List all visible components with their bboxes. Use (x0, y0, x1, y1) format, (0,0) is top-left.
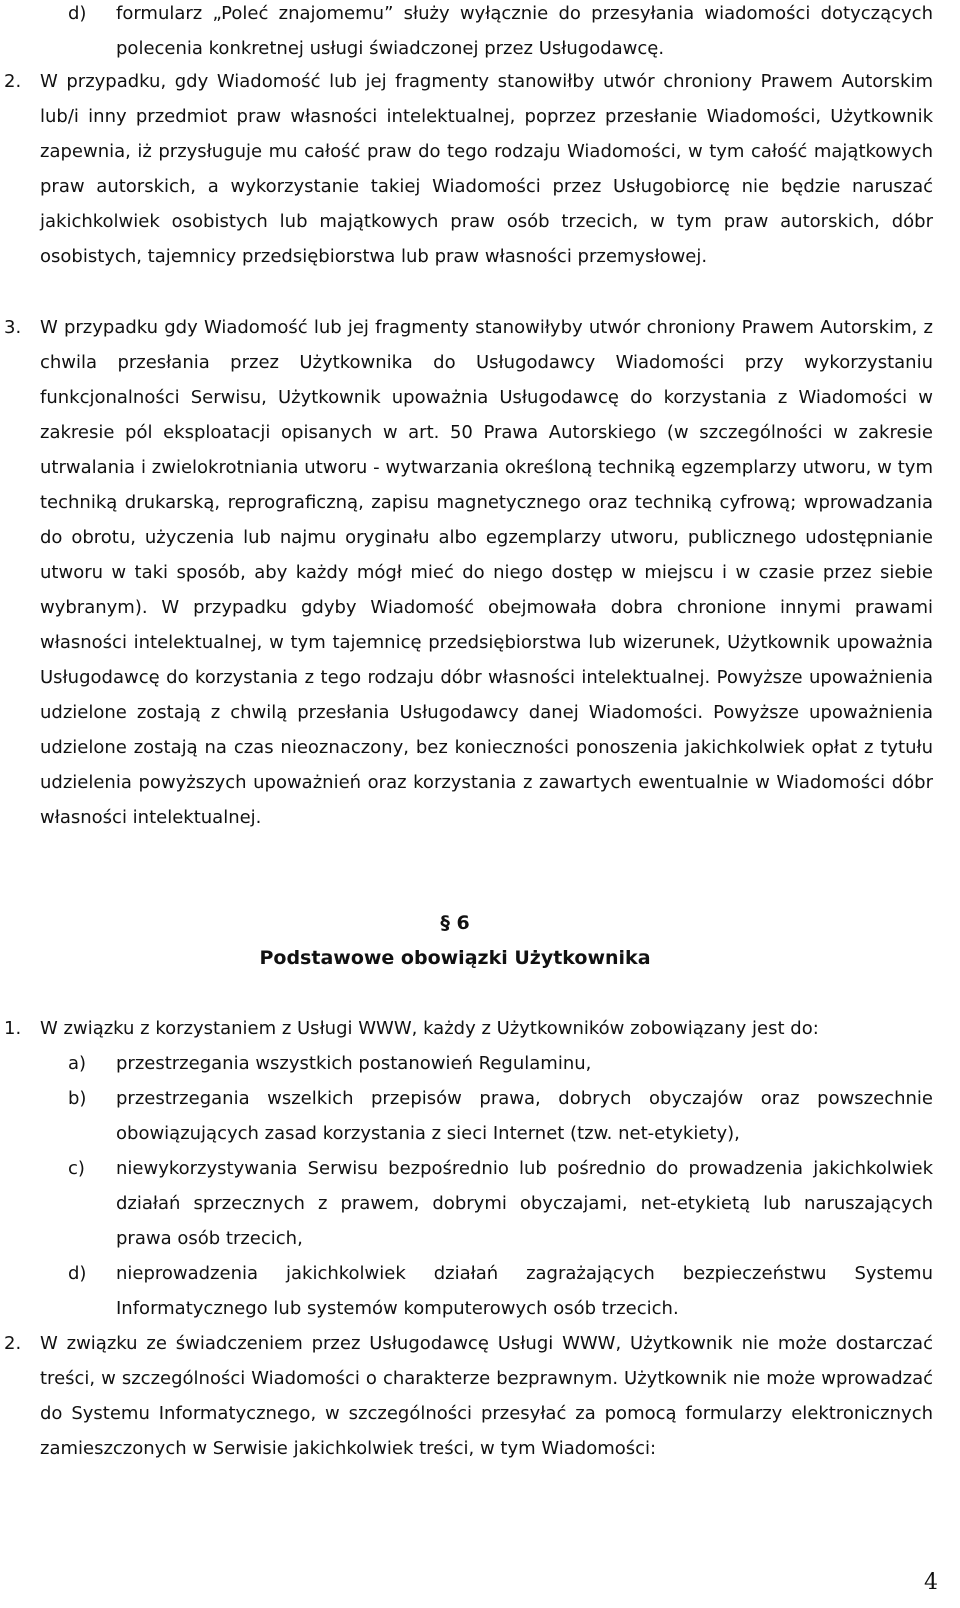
section-number: § 6 (440, 912, 470, 934)
item-text: W związku ze świadczeniem przez Usługodawcę Usługi WWW, Użytkownik nie może dostarczać treści, w szczególności Wiadomości o charakterze bezprawnym. Użytkownik nie może wprowadzać do Systemu Informatycznego, w szczególności przesyłać za pomocą formularzy elektronicznych zamieszczonych w Serwisie jakichkolwiek treści, w tym Wiadomości: (40, 1333, 933, 1459)
subitem-label: b) (68, 1088, 87, 1109)
subitem-text: niewykorzystywania Serwisu bezpośrednio lub pośrednio do prowadzenia jakichkolwiek działań sprzecznych z prawem, dobrymi obyczajami, net-etykietą lub naruszających prawa osób trzecich, (116, 1158, 933, 1249)
subitem-label: d) (68, 1263, 87, 1284)
subitem-text: nieprowadzenia jakichkolwiek działań zagrażających bezpieczeństwu Systemu Informatycznego lub systemów komputerowych osób trzecich. (116, 1263, 933, 1319)
item-number: 3. (4, 317, 22, 338)
item-text: W przypadku, gdy Wiadomość lub jej fragmenty stanowiłby utwór chroniony Prawem Autorskim lub/i inny przedmiot praw własności intelektualnej, poprzez przesłanie Wiadomości, Użytkownik zapewnia, iż przysługuje mu całość praw do tego rodzaju Wiadomości, w tym całość majątkowych praw autorskich, a wykorzystanie takiej Wiadomości przez Usługobiorcę nie będzie naruszać jakichkolwiek osobistych lub majątkowych praw osób trzecich, w tym praw autorskich, dóbr osobistych, tajemnicy przedsiębiorstwa lub praw własności przemysłowej. (40, 71, 933, 267)
item-label: d) (68, 3, 87, 24)
item-number: 1. (4, 1018, 22, 1039)
subitem-text: przestrzegania wszystkich postanowień Regulaminu, (116, 1053, 592, 1074)
section-title: Podstawowe obowiązki Użytkownika (259, 947, 651, 969)
item-text: W przypadku gdy Wiadomość lub jej fragmenty stanowiłyby utwór chroniony Prawem Autorskim, z chwila przesłania przez Użytkownika do Usługodawcy Wiadomości przy wykorzystaniu funkcjonalności Serwisu, Użytkownik upoważnia Usługodawcę do korzystania z Wiadomości w zakresie pól eksploatacji opisanych w art. 50 Prawa Autorskiego (w szczególności w zakresie utrwalania i zwielokrotniania utworu - wytwarzania określoną techniką egzemplarzy utworu, w tym techniką drukarską, reprograficzną, zapisu magnetycznego oraz techniką cyfrową; wprowadzania do obrotu, użyczenia lub najmu oryginału albo egzemplarzy utworu, publicznego udostępnianie utworu w taki sposób, aby każdy mógł mieć do niego dostęp w miejscu i w czasie przez siebie wybranym). W przypadku gdyby Wiadomość obejmowała dobra chronione innymi prawami własności intelektualnej, w tym tajemnicę przedsiębiorstwa lub wizerunek, Użytkownik upoważnia Usługodawcę do korzystania z tego rodzaju dóbr własności intelektualnej. Powyższe upoważnienia udzielone zostają z chwilą przesłania Usługodawcy danej Wiadomości. Powyższe upoważnienia udzielone zostają na czas nieoznaczony, bez konieczności ponoszenia jakichkolwiek opłat z tytułu udzielenia powyższych upoważnień oraz korzystania z zawartych ewentualnie w Wiadomości dóbr własności intelektualnej. (40, 317, 933, 828)
item-number: 2. (4, 1333, 22, 1354)
item-text: formularz „Poleć znajomemu” służy wyłącznie do przesyłania wiadomości dotyczących polecenia konkretnej usługi świadczonej przez Usługodawcę. (116, 3, 933, 59)
subitem-text: przestrzegania wszelkich przepisów prawa, dobrych obyczajów oraz powszechnie obowiązujących zasad korzystania z sieci Internet (tzw. net-etykiety), (116, 1088, 933, 1144)
page-number: 4 (924, 1570, 938, 1595)
subitem-label: c) (68, 1158, 85, 1179)
item-number: 2. (4, 71, 22, 92)
subitem-label: a) (68, 1053, 87, 1074)
item-text: W związku z korzystaniem z Usługi WWW, każdy z Użytkowników zobowiązany jest do: (40, 1018, 819, 1039)
